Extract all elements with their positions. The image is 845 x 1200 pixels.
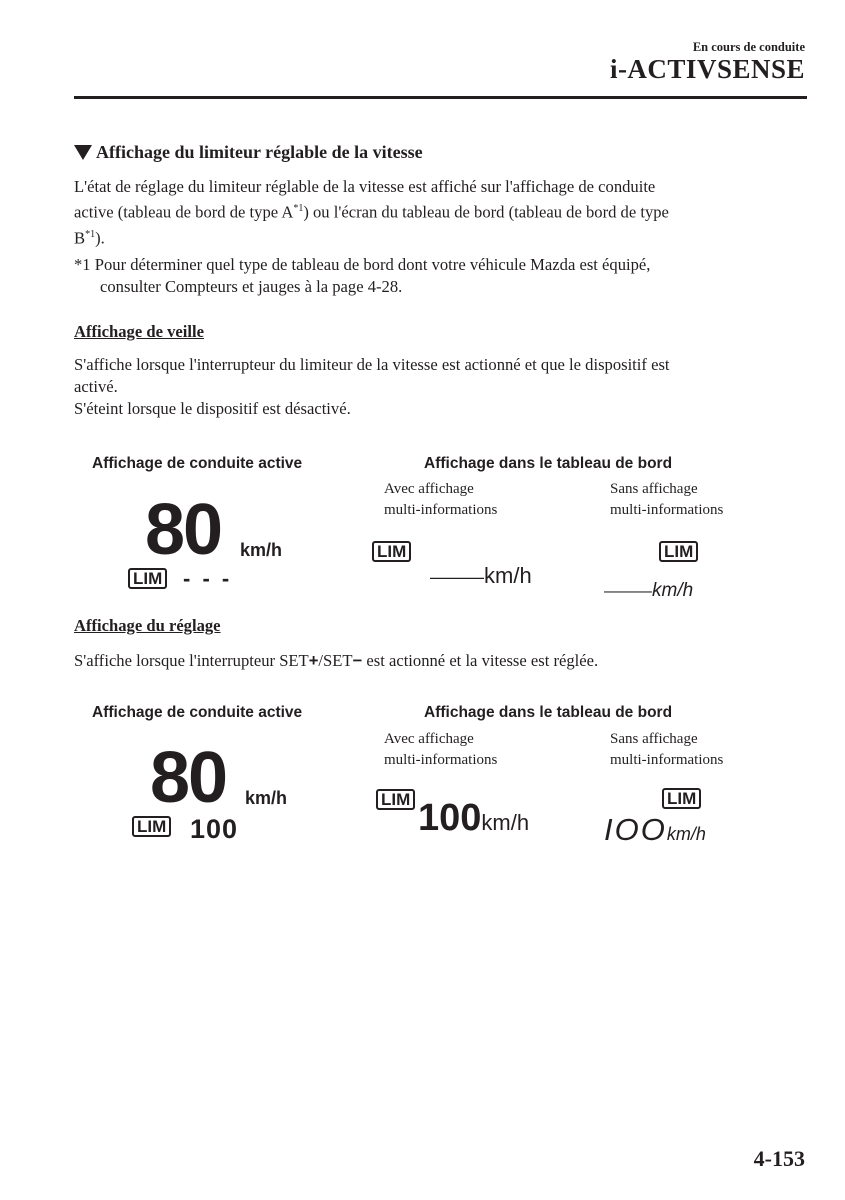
fig2-active-unit: km/h [245,788,288,808]
standby-line-1: S'affiche lorsque l'interrupteur du limiteur de la vitesse est actionné et que le dispositif est [74,355,670,374]
standby-line-3: S'éteint lorsque le dispositif est désactivé. [74,399,351,418]
heading-text: Affichage du limiteur réglable de la vitesse [96,142,423,162]
fig1-cluster-a-readout: ———km/h [430,563,532,588]
intro-line-1: L'état de réglage du limiteur réglable de la vitesse est affiché sur l'affichage de conduite [74,177,656,196]
fig1-cluster-a-lim-badge: LIM [372,541,411,562]
page-number: 4-153 [753,1146,805,1171]
footnote [74,254,814,298]
footnote-line-2: consulter Compteurs et jauges à la page 4-28. [100,277,403,296]
setting-paragraph: S'affiche lorsque l'interrupteur SET+/SET− est actionné et la vitesse est réglée. [74,651,599,670]
intro-line-3: $B^{*1}$). [74,228,105,248]
standby-line-2: activé. [74,377,118,396]
fig1-active-unit: km/h [240,540,283,560]
fig1-cluster-b-lim-badge: LIM [659,541,698,562]
setting-title: Affichage du réglage [74,616,221,635]
footnote-line-1: *1 Pour déterminer quel type de tableau de bord dont votre véhicule Mazda est équipé, [74,255,651,274]
intro-line-2: active (tableau de bord de type $A^{*1}$) ou l'écran du tableau de bord (tableau de bord de type [74,202,669,222]
fig2-cluster-b-lim-badge: LIM [662,788,701,809]
section-heading [74,142,423,163]
fig2-cluster-a-lim-badge: LIM [376,789,415,810]
fig1-active-label: Affichage de conduite active [92,455,303,472]
fig2-active-label: Affichage de conduite active [92,704,303,721]
fig2-cluster-b-readout: IOOkm/h [604,812,706,847]
fig2-active-speed: 80 [150,738,227,818]
fig2-cluster-a-readout: 100km/h [418,797,530,839]
chapter-title: En cours de conduite [692,40,805,54]
fig2-cluster-a-speed: 100 [418,797,482,839]
intro-paragraph [74,176,814,249]
fig2-with-multi-caption: Avec affichage multi-informations [384,731,498,768]
fig1-cluster-label: Affichage dans le tableau de bord [424,455,673,472]
standby-paragraph [74,354,814,420]
fig1-active-speed: 80 [145,490,222,570]
fig2-active-lim-badge: LIM [132,816,171,837]
fig1-active-dashes: - - - [183,566,233,591]
fig1-cluster-b-readout: ———km/h [604,580,694,601]
fig1-active-lim-badge: LIM [128,568,167,589]
header-divider [74,96,807,99]
fig2-cluster-label: Affichage dans le tableau de bord [424,704,673,721]
plus-icon: + [308,651,319,670]
standby-title: Affichage de veille [74,322,204,341]
fig2-active-set-speed: 100 [190,814,239,844]
fig2-without-multi-caption: Sans affichage multi-informations [610,731,724,768]
fig1-with-multi-caption: Avec affichage multi-informations [384,481,498,518]
fig1-without-multi-caption: Sans affichage multi-informations [610,481,724,518]
section-title: i-ACTIVSENSE [609,54,805,84]
minus-icon: − [352,651,363,670]
triangle-down-icon [74,145,92,160]
fig2-cluster-b-speed: IOO [604,812,667,847]
